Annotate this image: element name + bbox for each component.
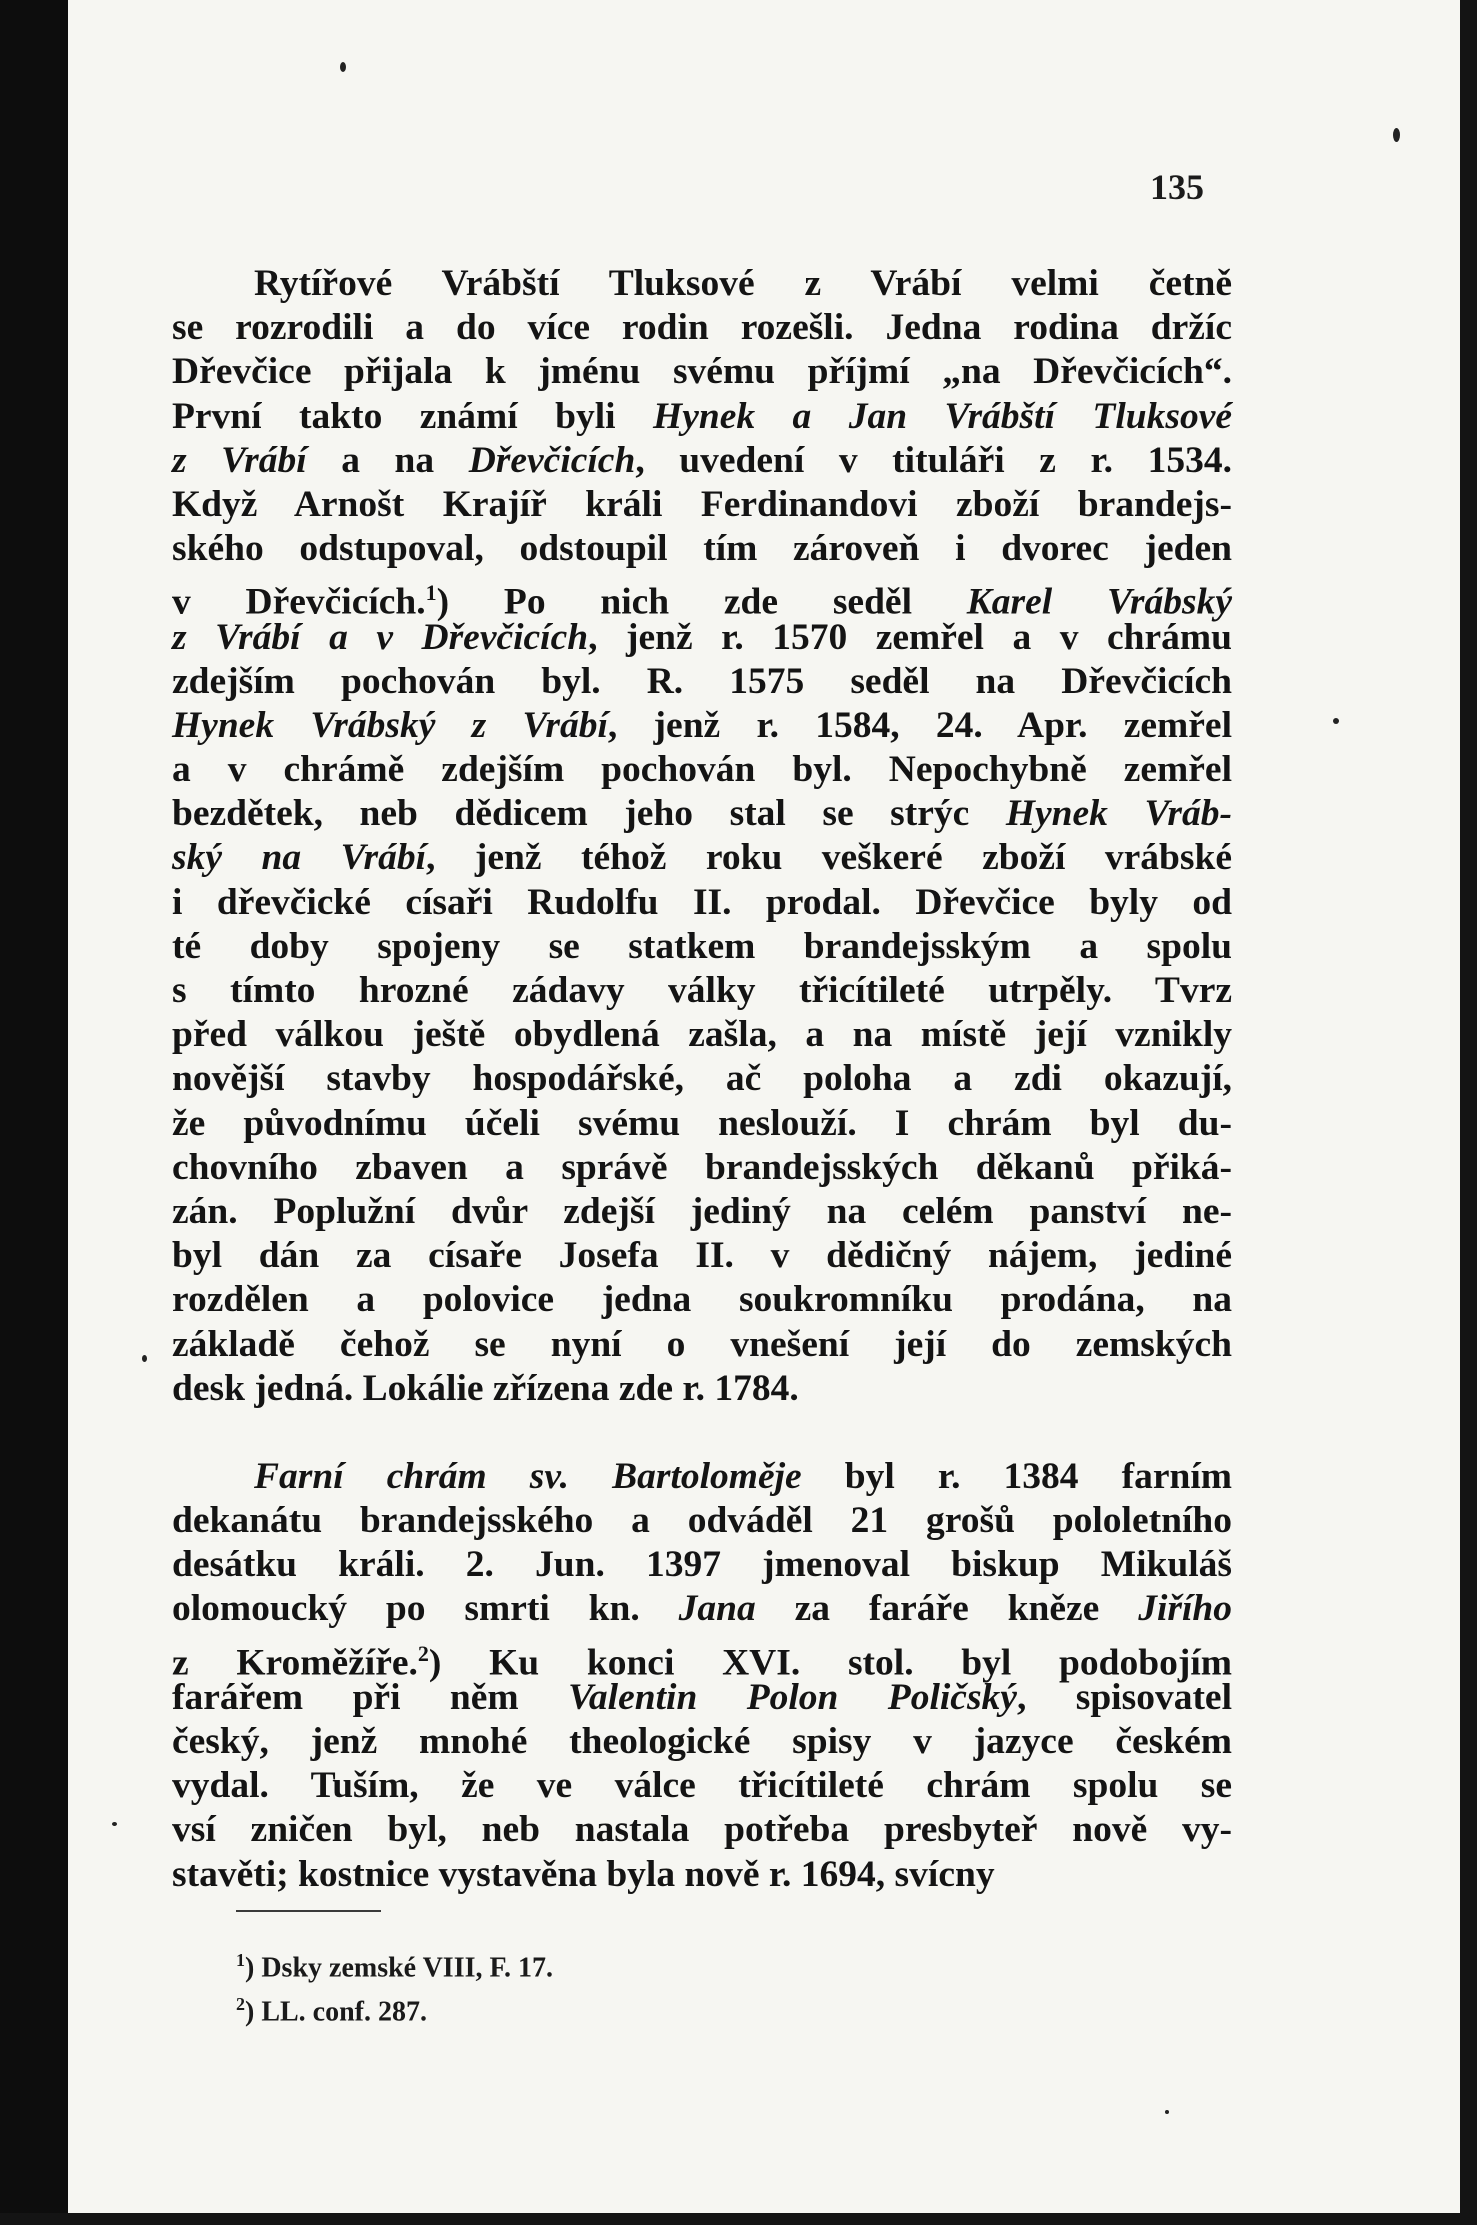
italic-segment: Hynek a Jan Vrábští Tluksové — [653, 395, 1232, 437]
text-segment: bezdětek, neb dědicem jeho stal se strýc — [172, 793, 1006, 835]
footnote — [236, 1986, 553, 2030]
text-line — [172, 1455, 1232, 1499]
italic-segment: Jana — [678, 1588, 756, 1630]
text-line — [172, 1587, 1232, 1631]
italic-segment: Hynek Vrábský z Vrábí — [172, 704, 608, 746]
text-line — [172, 969, 1232, 1013]
text-line — [172, 1499, 1232, 1543]
italic-segment: z Vrábí — [172, 439, 307, 481]
text-segment: před válkou ještě obydlená zašla, a na místě její vznikly — [172, 1014, 1232, 1056]
text-segment: , jenž r. 1570 zemřel a v chrámu — [588, 616, 1232, 658]
text-line — [172, 1853, 1232, 1897]
footnote-ref: 2 — [417, 1640, 429, 1666]
text-line — [172, 1057, 1232, 1101]
text-segment: se rozrodili a do více rodin rozešli. Jedna rodina držíc — [172, 307, 1232, 349]
ink-speck — [1333, 718, 1339, 724]
text-line — [172, 1278, 1232, 1322]
text-line — [172, 925, 1232, 969]
text-segment: desk jedná. Lokálie zřízena zde r. 1784. — [172, 1367, 799, 1409]
footnote-ref: 1 — [425, 580, 437, 606]
text-segment: , jenž téhož roku veškeré zboží vrábské — [426, 837, 1232, 879]
text-segment: novější stavby hospodářské, ač poloha a zdi okazují, — [172, 1058, 1232, 1100]
text-line — [172, 1720, 1232, 1764]
right-scan-edge — [1460, 0, 1477, 2225]
text-segment: První takto známí byli — [172, 395, 654, 437]
text-segment: byl dán za císaře Josefa II. v dědičný nájem, jediné — [172, 1235, 1232, 1277]
text-segment: z Kroměžíře. — [172, 1642, 418, 1684]
text-segment: desátku králi. 2. Jun. 1397 jmenoval biskup Mikuláš — [172, 1544, 1232, 1586]
ink-speck — [340, 62, 346, 72]
text-line — [172, 527, 1232, 571]
italic-segment: Hynek Vráb- — [1005, 793, 1232, 835]
text-segment: rozdělen a polovice jedna soukromníku prodána, na — [172, 1279, 1232, 1321]
text-segment: zdejším pochován byl. R. 1575 seděl na Dřevčicích — [172, 660, 1232, 702]
text-line — [172, 1146, 1232, 1190]
text-segment: ského odstupoval, odstoupil tím zároveň i dvorec jeden — [172, 528, 1232, 570]
text-segment: Když Arnošt Krajíř králi Ferdinandovi zboží brandejs- — [172, 483, 1232, 525]
text-segment: v Dřevčicích. — [172, 581, 426, 623]
footnote-rule — [236, 1910, 381, 1912]
page-number: 135 — [1150, 167, 1204, 207]
footnote-mark: 2 — [236, 1994, 245, 2015]
text-line — [172, 1808, 1232, 1852]
text-segment: té doby spojeny se statkem brandejsským a spolu — [172, 925, 1232, 967]
text-line — [172, 483, 1232, 527]
text-line — [172, 571, 1232, 623]
text-segment: vsí zničen byl, neb nastala potřeba presbyteř nově vy- — [172, 1809, 1232, 1851]
ink-speck — [1393, 128, 1400, 142]
italic-segment: Dřevčicích — [468, 439, 636, 481]
text-segment: základě čehož se nyní o vnešení její do zemských — [172, 1323, 1232, 1365]
bottom-scan-edge — [0, 2213, 1477, 2225]
text-segment: byl r. 1384 farním — [801, 1455, 1233, 1497]
text-segment: ) Ku konci XVI. stol. byl podobojím — [428, 1642, 1233, 1684]
italic-segment: Farní chrám sv. Bartoloměje — [254, 1455, 802, 1497]
text-segment: farářem při něm — [172, 1676, 569, 1718]
text-segment: , jenž r. 1584, 24. Apr. zemřel — [607, 704, 1232, 746]
text-line — [172, 395, 1232, 439]
text-line — [172, 1676, 1232, 1720]
footnotes — [236, 1942, 553, 2031]
text-line — [172, 1323, 1232, 1367]
text-segment: ) Po nich zde seděl — [436, 581, 967, 623]
text-line — [172, 306, 1232, 350]
text-segment: že původnímu účeli svému neslouží. I chrám byl du- — [172, 1102, 1232, 1144]
text-segment: olomoucký po smrti kn. — [172, 1588, 679, 1630]
text-segment: Dřevčice přijala k jménu svému příjmí „na Dřevčicích“. — [172, 351, 1232, 393]
text-segment: , spisovatel — [1016, 1676, 1232, 1718]
text-line — [172, 1234, 1232, 1278]
text-segment: a v chrámě zdejším pochován byl. Nepochybně zemřel — [172, 749, 1232, 791]
text-line — [172, 1632, 1233, 1684]
italic-segment: ský na Vrábí — [172, 837, 427, 879]
text-segment: a na — [306, 439, 469, 481]
text-segment: stavěti; kostnice vystavěna byla nově r. 1694, svícny — [172, 1853, 995, 1895]
text-segment: dekanátu brandejsského a odváděl 21 grošů pololetního — [172, 1500, 1232, 1542]
italic-segment: Valentin Polon Poličský — [568, 1676, 1017, 1718]
text-line — [172, 792, 1232, 836]
text-line — [172, 1543, 1232, 1587]
italic-segment: Jiřího — [1138, 1588, 1232, 1630]
footnote-text: ) Dsky zemské VIII, F. 17. — [245, 1952, 554, 1984]
text-line — [172, 616, 1232, 660]
italic-segment: Karel Vrábský — [966, 581, 1232, 623]
text-segment: Rytířové Vrábští Tluksové z Vrábí velmi četně — [254, 263, 1232, 304]
text-line — [172, 836, 1232, 880]
text-line — [172, 1013, 1232, 1057]
left-binding-edge — [0, 0, 68, 2225]
footnote-mark: 1 — [236, 1950, 245, 1970]
text-line — [172, 1190, 1232, 1234]
text-segment: i dřevčické císaři Rudolfu II. prodal. Dřevčice byly od — [172, 881, 1232, 923]
text-segment: za faráře kněze — [755, 1588, 1139, 1630]
footnote-text: ) LL. conf. 287. — [245, 1996, 427, 2028]
text-line — [172, 748, 1232, 792]
text-segment: zán. Poplužní dvůr zdejší jediný na celém panství ne- — [172, 1190, 1232, 1232]
text-line — [172, 704, 1232, 748]
text-line — [172, 350, 1232, 394]
text-line — [172, 1102, 1232, 1146]
text-segment: s tímto hrozné zádavy války třicítileté utrpěly. Tvrz — [172, 970, 1232, 1011]
body-text — [172, 262, 1232, 1897]
text-segment: český, jenž mnohé theologické spisy v jazyce českém — [172, 1721, 1232, 1762]
text-line — [172, 1764, 1232, 1808]
italic-segment: z Vrábí a v Dřevčicích — [172, 616, 589, 658]
text-line — [172, 881, 1232, 925]
ink-speck — [112, 1822, 117, 1826]
text-line — [172, 1367, 1232, 1411]
text-line — [172, 439, 1232, 483]
text-segment: vydal. Tuším, že ve válce třicítileté chrám spolu se — [172, 1765, 1232, 1807]
ink-speck — [142, 1355, 147, 1362]
paragraph-gap — [172, 1411, 1232, 1455]
text-line — [172, 660, 1232, 704]
ink-speck — [1165, 2110, 1169, 2114]
text-segment: , uvedení v tituláři z r. 1534. — [635, 439, 1232, 481]
text-line — [172, 262, 1232, 306]
text-segment: chovního zbaven a správě brandejsských děkanů přiká- — [172, 1146, 1232, 1188]
footnote — [236, 1942, 553, 1986]
